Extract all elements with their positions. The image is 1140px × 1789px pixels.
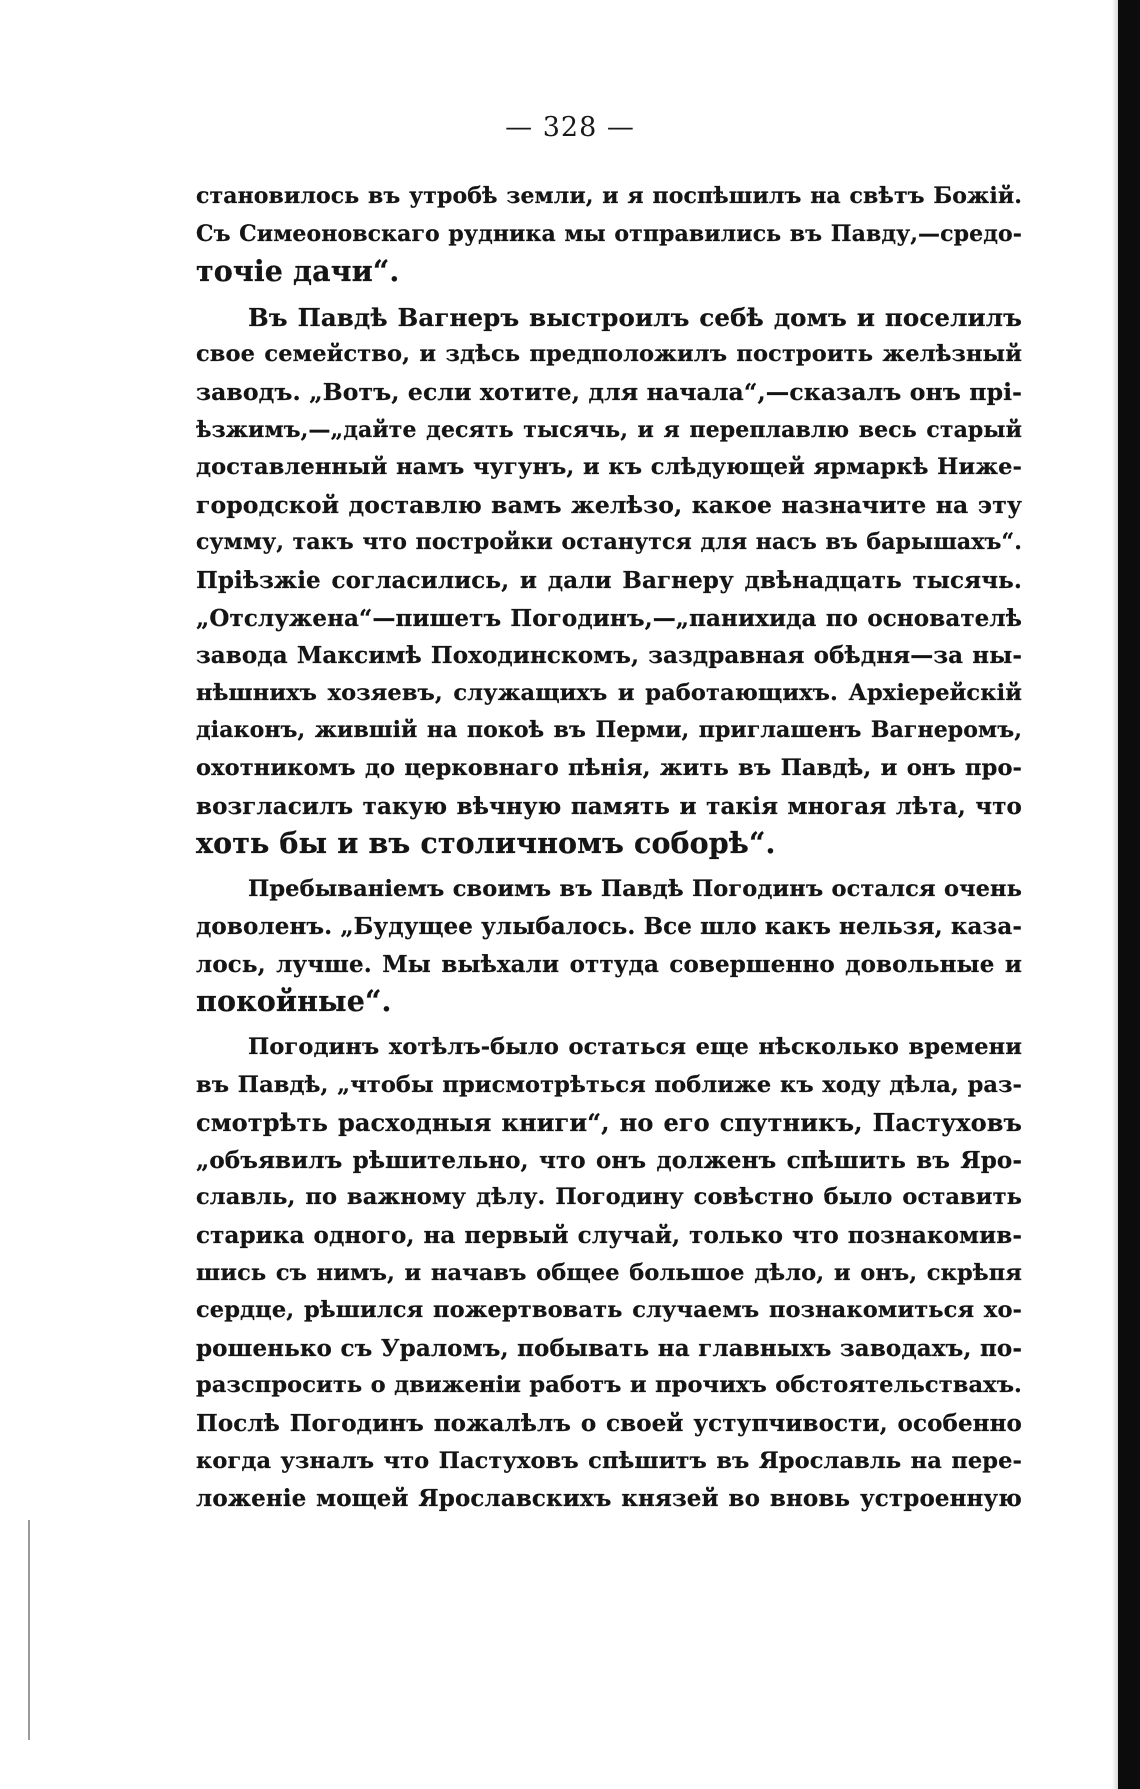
text-line: хоть бы и въ столичномъ соборѣ“. xyxy=(196,826,776,861)
text-line: охотникомъ до церковнаго пѣнія, жить въ Павдѣ, и онъ про- xyxy=(196,754,1022,781)
paragraph-1 xyxy=(196,178,1022,291)
text-line: сумму, такъ что постройки останутся для насъ въ барышахъ“. xyxy=(196,529,1022,556)
text-line: Пріѣзжіе согласились, и дали Вагнеру двѣнадцать тысячь. xyxy=(196,566,1022,594)
text-line: Пребываніемъ своимъ въ Павдѣ Погодинъ остался очень xyxy=(248,875,1022,902)
text-line: „Отслужена“—пишетъ Погодинъ,—„панихида по основателѣ xyxy=(196,604,1022,632)
text-line: шись съ нимъ, и начавъ общее большое дѣло, и онъ, скрѣпя xyxy=(196,1259,1022,1286)
text-line: ложеніе мощей Ярославскихъ князей во вновь устроенную xyxy=(196,1485,1022,1513)
text-line: діаконъ, жившій на покоѣ въ Перми, приглашенъ Вагнеромъ, xyxy=(196,717,1022,744)
text-line: рошенько съ Ураломъ, побывать на главныхъ заводахъ, по- xyxy=(196,1334,1022,1362)
page-number: — 328 — xyxy=(505,112,635,143)
text-line: свое семейство, и здѣсь предположилъ построить желѣзный xyxy=(196,341,1022,368)
text-line: заводъ. „Вотъ, если хотите, для начала“,—сказалъ онъ прі- xyxy=(196,377,1022,406)
text-line: Въ Павдѣ Вагнеръ выстроилъ себѣ домъ и поселилъ xyxy=(248,302,1022,332)
scan-dark-edge xyxy=(1118,0,1140,1789)
text-line: городской доставлю вамъ желѣзо, какое назначите на эту xyxy=(196,490,1022,519)
text-body xyxy=(196,178,1022,1526)
text-line: сердце, рѣшился пожертвовать случаемъ познакомиться хо- xyxy=(196,1297,1022,1324)
text-line: покойные“. xyxy=(196,984,392,1019)
text-line: доволенъ. „Будущее улыбалось. Все шло какъ нельзя, каза- xyxy=(196,913,1022,941)
text-line: въ Павдѣ, „чтобы присмотрѣться поближе къ ходу дѣла, раз- xyxy=(196,1071,1022,1098)
text-line: доставленный намъ чугунъ, и къ слѣдующей ярмаркѣ Ниже- xyxy=(196,454,1022,481)
text-line: лось, лучше. Мы выѣхали оттуда совершенно довольные и xyxy=(196,950,1022,978)
paragraph-2 xyxy=(196,299,1022,863)
text-line: славль, по важному дѣлу. Погодину совѣстно было оставить xyxy=(196,1184,1022,1211)
text-line: ѣзжимъ,—„дайте десять тысячь, и я переплавлю весь старый xyxy=(196,416,1022,443)
text-line: становилось въ утробѣ земли, и я поспѣшилъ на свѣтъ Божій. xyxy=(196,183,1022,209)
text-line: когда узналъ что Пастуховъ спѣшитъ въ Ярославль на пере- xyxy=(196,1447,1022,1474)
text-line: нѣшнихъ хозяевъ, служащихъ и работающихъ. Архіерейскій xyxy=(196,679,1022,706)
paragraph-4 xyxy=(196,1029,1022,1518)
text-line: Погодинъ хотѣлъ-было остаться еще нѣсколько времени xyxy=(248,1034,1022,1061)
paragraph-3 xyxy=(196,871,1022,1021)
text-line: Послѣ Погодинъ пожалѣлъ о своей уступчивости, особенно xyxy=(196,1410,1022,1437)
text-line: смотрѣть расходныя книги“, но его спутникъ, Пастуховъ xyxy=(196,1108,1022,1138)
text-line: разспросить о движеніи работъ и прочихъ обстоятельствахъ. xyxy=(196,1372,1022,1399)
text-line: Съ Симеоновскаго рудника мы отправились въ Павду,—средо- xyxy=(196,220,1022,247)
text-line: „объявилъ рѣшительно, что онъ долженъ спѣшить въ Яро- xyxy=(196,1146,1022,1174)
text-line: точіе дачи“. xyxy=(196,254,400,289)
margin-mark xyxy=(28,1520,30,1740)
text-line: завода Максимѣ Походинскомъ, заздравная обѣдня—за ны- xyxy=(196,642,1022,670)
text-line: возгласилъ такую вѣчную память и такія многая лѣта, что xyxy=(196,792,1022,820)
text-line: старика одного, на первый случай, только что познакомив- xyxy=(196,1222,1022,1250)
